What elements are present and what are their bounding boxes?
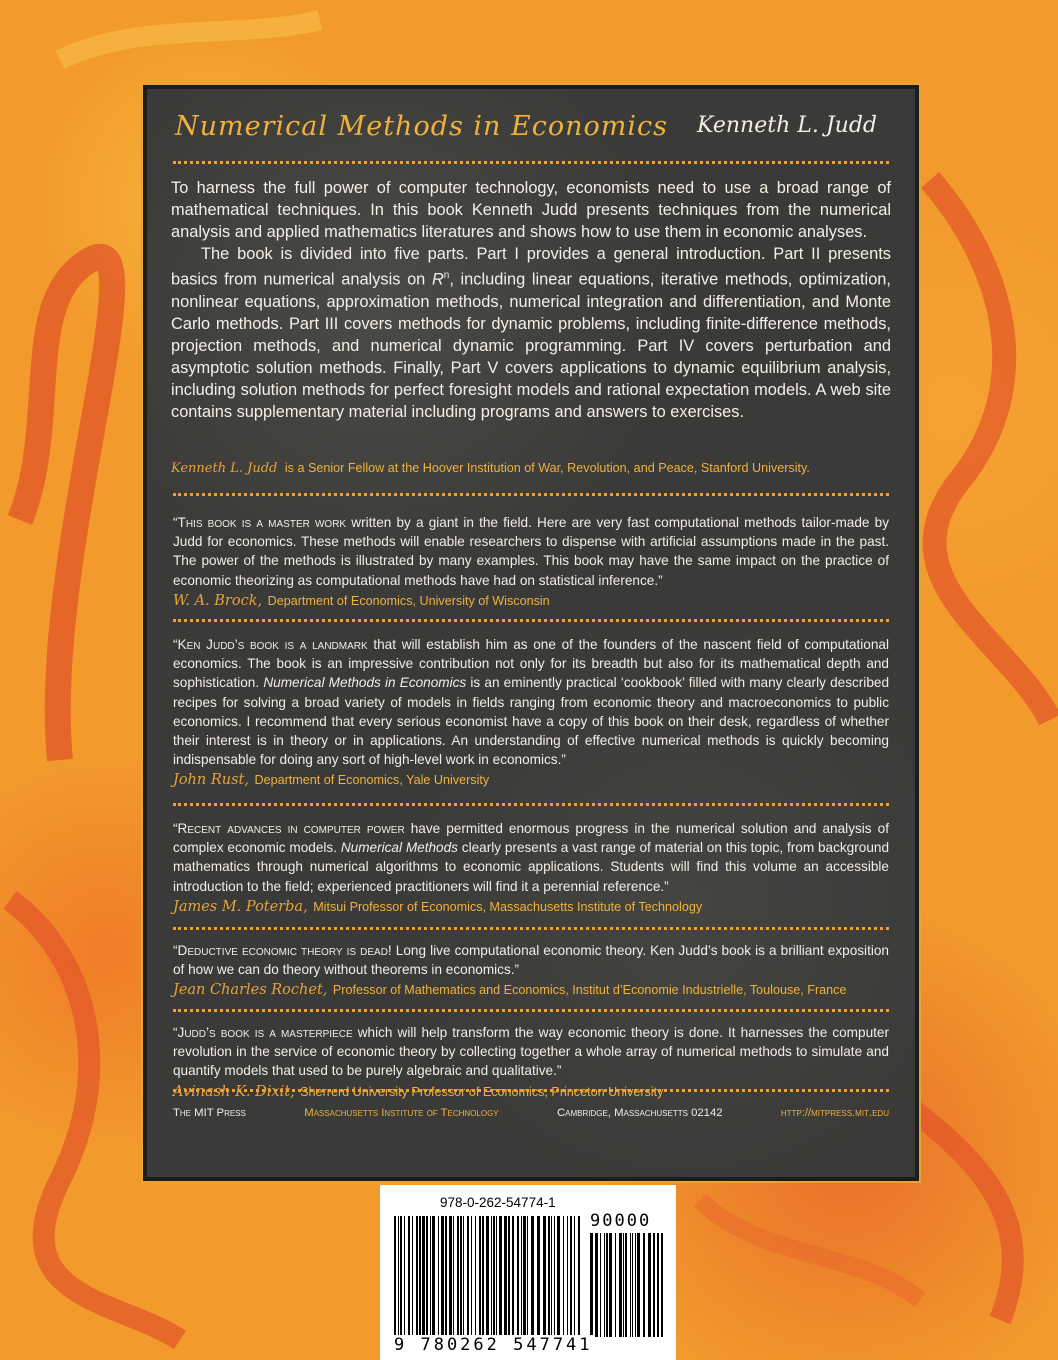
barcode-bar xyxy=(453,1216,454,1336)
quote-lead: “This book is a master work xyxy=(173,515,347,530)
barcode-bar xyxy=(604,1233,605,1337)
ean-digits: 9 780262 547741 xyxy=(394,1335,593,1355)
bio-name: Kenneth L. Judd xyxy=(171,461,278,476)
barcode-bar xyxy=(404,1216,405,1336)
barcode-bar xyxy=(590,1233,593,1337)
barcode-bar xyxy=(412,1216,413,1336)
barcode-bar xyxy=(512,1216,514,1336)
barcode-bar xyxy=(482,1216,484,1336)
r-symbol: R xyxy=(431,270,444,289)
barcode-bar xyxy=(574,1216,575,1336)
barcode-bar xyxy=(426,1216,428,1336)
barcode-bar xyxy=(441,1216,444,1336)
barcode-bar xyxy=(475,1216,476,1336)
description-paragraph-1: To harness the full power of computer technology, economists need to use a broad range of mathematical techniques. In this book Kenneth Judd presents techniques from the numerical analysis and applied mathematics literatures and shows how to use them in economic analyses. xyxy=(171,179,891,242)
barcode-bar xyxy=(517,1216,519,1336)
publisher-url: http://mitpress.mit.edu xyxy=(780,1107,889,1119)
quote-rust xyxy=(173,635,889,791)
barcode-bar xyxy=(400,1216,402,1336)
quote-author: Avinash K. Dixit, xyxy=(173,1083,295,1100)
quote-text-b: clearly presents a vast range of material on this topic, from background mathematics through numerical algorithms to economic applications. Students will find this volume an accessible introduction to the field; experienced practitioners will find it a perennial reference.” xyxy=(173,840,889,894)
barcode-bar xyxy=(491,1216,492,1336)
book-author: Kenneth L. Judd xyxy=(697,113,877,138)
barcode-bar xyxy=(632,1233,633,1337)
barcode-bar xyxy=(619,1233,622,1337)
quote-brock xyxy=(173,513,889,611)
quote-text: Long live computational economic theory. Ken Judd’s book is a brilliant exposition of how we can do theory without theorems in economics.” xyxy=(173,943,889,978)
barcode-bar xyxy=(653,1233,655,1337)
barcode-bar xyxy=(625,1233,627,1337)
barcode-bar xyxy=(432,1216,435,1336)
dotted-divider xyxy=(173,619,889,622)
barcode-bar xyxy=(479,1216,481,1336)
barcode-bar xyxy=(563,1216,564,1336)
quote-lead: “Ken Judd’s book is a landmark xyxy=(173,637,368,652)
quote-attribution xyxy=(173,592,889,611)
barcode-bar xyxy=(600,1233,601,1337)
barcode-bar xyxy=(527,1216,528,1336)
barcode-bar xyxy=(496,1216,497,1336)
barcode-bar xyxy=(643,1233,645,1337)
barcode-bar xyxy=(567,1216,568,1336)
barcode-bar xyxy=(543,1216,546,1336)
book-title: Numerical Methods in Economics xyxy=(175,111,668,142)
quote-italic-title: Numerical Methods xyxy=(340,840,458,856)
barcode-bar xyxy=(595,1233,598,1337)
barcode-bar xyxy=(637,1233,640,1337)
barcode-bar xyxy=(504,1216,507,1336)
barcode-bar xyxy=(422,1216,425,1336)
barcode-bar xyxy=(609,1233,612,1337)
dotted-divider xyxy=(173,161,889,164)
quote-text: written by a giant in the field. Here are very fast computational methods tailor-made by Judd for economics. These methods will enable researchers to dispense with artificial assumptions made in the past. The power of the methods is illustrated by many examples. This book may have the same impact on the practice of economic theorizing as computational methods have had on statistical inference.” xyxy=(173,515,889,588)
publisher-name: The MIT Press xyxy=(173,1107,246,1119)
barcode-bar xyxy=(523,1216,526,1336)
barcode-bar xyxy=(648,1233,651,1337)
quote-text-b: is an eminently practical ‘cookbook’ filled with many clearly described recipes for solving a broad variety of models in fields ranging from economic theory and macroeconomics to public economics. I recommend that every serious economist have a copy of this book on their desk, regardless of whether their interest is in theory or in applications. An understanding of effective numerical methods is quickly becoming indispensable for doing any sort of high-level work in economics.” xyxy=(173,675,890,768)
ean-barcode-bars xyxy=(394,1216,584,1336)
barcode-bar xyxy=(419,1216,421,1336)
isbn-number: 978-0-262-54774-1 xyxy=(440,1195,556,1210)
quote-attribution xyxy=(173,898,889,917)
quote-italic-title: Numerical Methods in Economics xyxy=(263,675,467,691)
barcode-bar xyxy=(548,1216,550,1336)
barcode-bar xyxy=(438,1216,439,1336)
book-description xyxy=(171,177,891,424)
description-paragraph-2 xyxy=(171,243,891,423)
dotted-divider xyxy=(173,493,889,496)
barcode-bar xyxy=(537,1216,540,1336)
barcode-bar xyxy=(623,1233,624,1337)
barcode-bar xyxy=(570,1216,572,1336)
quote-text: which will help transform the way economic theory is done. It harnesses the computer revolution in the service of economic theory by collecting together a whole array of numerical methods to simulate and quantify models that used to be purely algebraic and qualitative.” xyxy=(173,1025,889,1079)
back-cover-panel xyxy=(143,85,919,1181)
barcode-bar xyxy=(430,1216,431,1336)
barcode-bar xyxy=(467,1216,469,1336)
dotted-divider xyxy=(173,1089,889,1092)
barcode-bar xyxy=(578,1216,580,1336)
quote-author: James M. Poterba, xyxy=(173,898,308,915)
quote-attribution xyxy=(173,1083,889,1102)
n-superscript: n xyxy=(443,270,450,282)
dotted-divider xyxy=(173,803,889,806)
barcode-bar xyxy=(449,1216,452,1336)
quote-author: John Rust, xyxy=(173,772,249,789)
publisher-address: Cambridge, Massachusetts 02142 xyxy=(556,1107,723,1119)
barcode-bar xyxy=(531,1216,534,1336)
barcode-bar xyxy=(657,1233,659,1337)
quote-attribution xyxy=(173,981,889,1000)
quote-affiliation: Department of Economics, Yale University xyxy=(254,773,490,788)
barcode-bar xyxy=(554,1216,555,1336)
title-row xyxy=(175,111,887,151)
barcode-bar xyxy=(630,1233,631,1337)
publisher-footer xyxy=(173,1107,889,1119)
quote-attribution xyxy=(173,771,889,790)
quote-author: Jean Charles Rochet, xyxy=(173,982,328,999)
dotted-divider xyxy=(173,927,889,930)
barcode-bar xyxy=(615,1233,616,1337)
barcode-bar xyxy=(394,1216,396,1336)
barcode-bar xyxy=(460,1216,462,1336)
barcode-bar xyxy=(471,1216,472,1336)
barcode-bar xyxy=(508,1216,510,1336)
barcode-bar xyxy=(445,1216,447,1336)
barcode-bar xyxy=(416,1216,418,1336)
quote-lead: “Judd’s book is a masterpiece xyxy=(173,1025,353,1040)
bio-text: is a Senior Fellow at the Hoover Institution of War, Revolution, and Peace, Stanford University. xyxy=(284,461,810,475)
barcode-bar xyxy=(606,1233,608,1337)
quote-affiliation: Mitsui Professor of Economics, Massachusetts Institute of Technology xyxy=(313,899,703,914)
publisher-institute: Massachusetts Institute of Technology xyxy=(304,1107,499,1119)
barcode-bar xyxy=(635,1233,636,1337)
quote-affiliation: Sherrerd University Professor of Economics, Princeton University xyxy=(300,1084,664,1099)
quote-lead: “Deductive economic theory is dead! xyxy=(173,943,392,958)
isbn-barcode xyxy=(380,1185,676,1360)
barcode-bar xyxy=(486,1216,489,1336)
quote-text-a: that will establish him as one of the founders of the nascent field of computational economics. The book is an impressive contribution not only for its breadth but also for its mathematical depth and sophistication. xyxy=(173,637,889,691)
barcode-bar xyxy=(499,1216,502,1336)
barcode-bar xyxy=(398,1216,399,1336)
price-code: 90000 xyxy=(590,1211,652,1231)
quote-poterba xyxy=(173,819,889,917)
paragraph2-text-a: The book is divided into five parts. Part I provides a general introduction. Part II presents basics from numerical analysis on xyxy=(171,245,891,289)
addon-barcode-bars xyxy=(590,1233,666,1337)
dotted-divider xyxy=(173,1009,889,1012)
quote-text-a: have permitted enormous progress in the numerical solution and analysis of complex economic models. xyxy=(173,821,889,856)
barcode-bar xyxy=(661,1233,663,1337)
barcode-bar xyxy=(557,1216,560,1336)
barcode-bar xyxy=(408,1216,410,1336)
quote-affiliation: Department of Economics, University of Wisconsin xyxy=(267,593,550,608)
barcode-bar xyxy=(457,1216,459,1336)
barcode-bar xyxy=(521,1216,522,1336)
quote-author: W. A. Brock, xyxy=(173,592,263,609)
barcode-bar xyxy=(493,1216,495,1336)
paragraph2-text-b: , including linear equations, iterative methods, optimization, nonlinear equations, approximation methods, numerical integration and differentiation, and Monte Carlo methods. Part III covers methods for dynamic problems, including finite-difference methods, projection methods, and numerical dynamic programming. Part IV covers perturbation and asymptotic solution methods. Finally, Part V covers applications to dynamic equilibrium analysis, including solution methods for perfect foresight models and rational expectation models. A web site contains supplementary material including programs and answers to exercises. xyxy=(171,270,891,422)
author-bio xyxy=(171,461,901,476)
barcode-bar xyxy=(551,1216,552,1336)
quote-affiliation: Professor of Mathematics and Economics, Institut d’Economie Industrielle, Toulouse, France xyxy=(332,983,847,998)
quote-rochet xyxy=(173,941,889,1001)
barcode-bar xyxy=(463,1216,464,1336)
quote-lead: “Recent advances in computer power xyxy=(173,821,405,836)
